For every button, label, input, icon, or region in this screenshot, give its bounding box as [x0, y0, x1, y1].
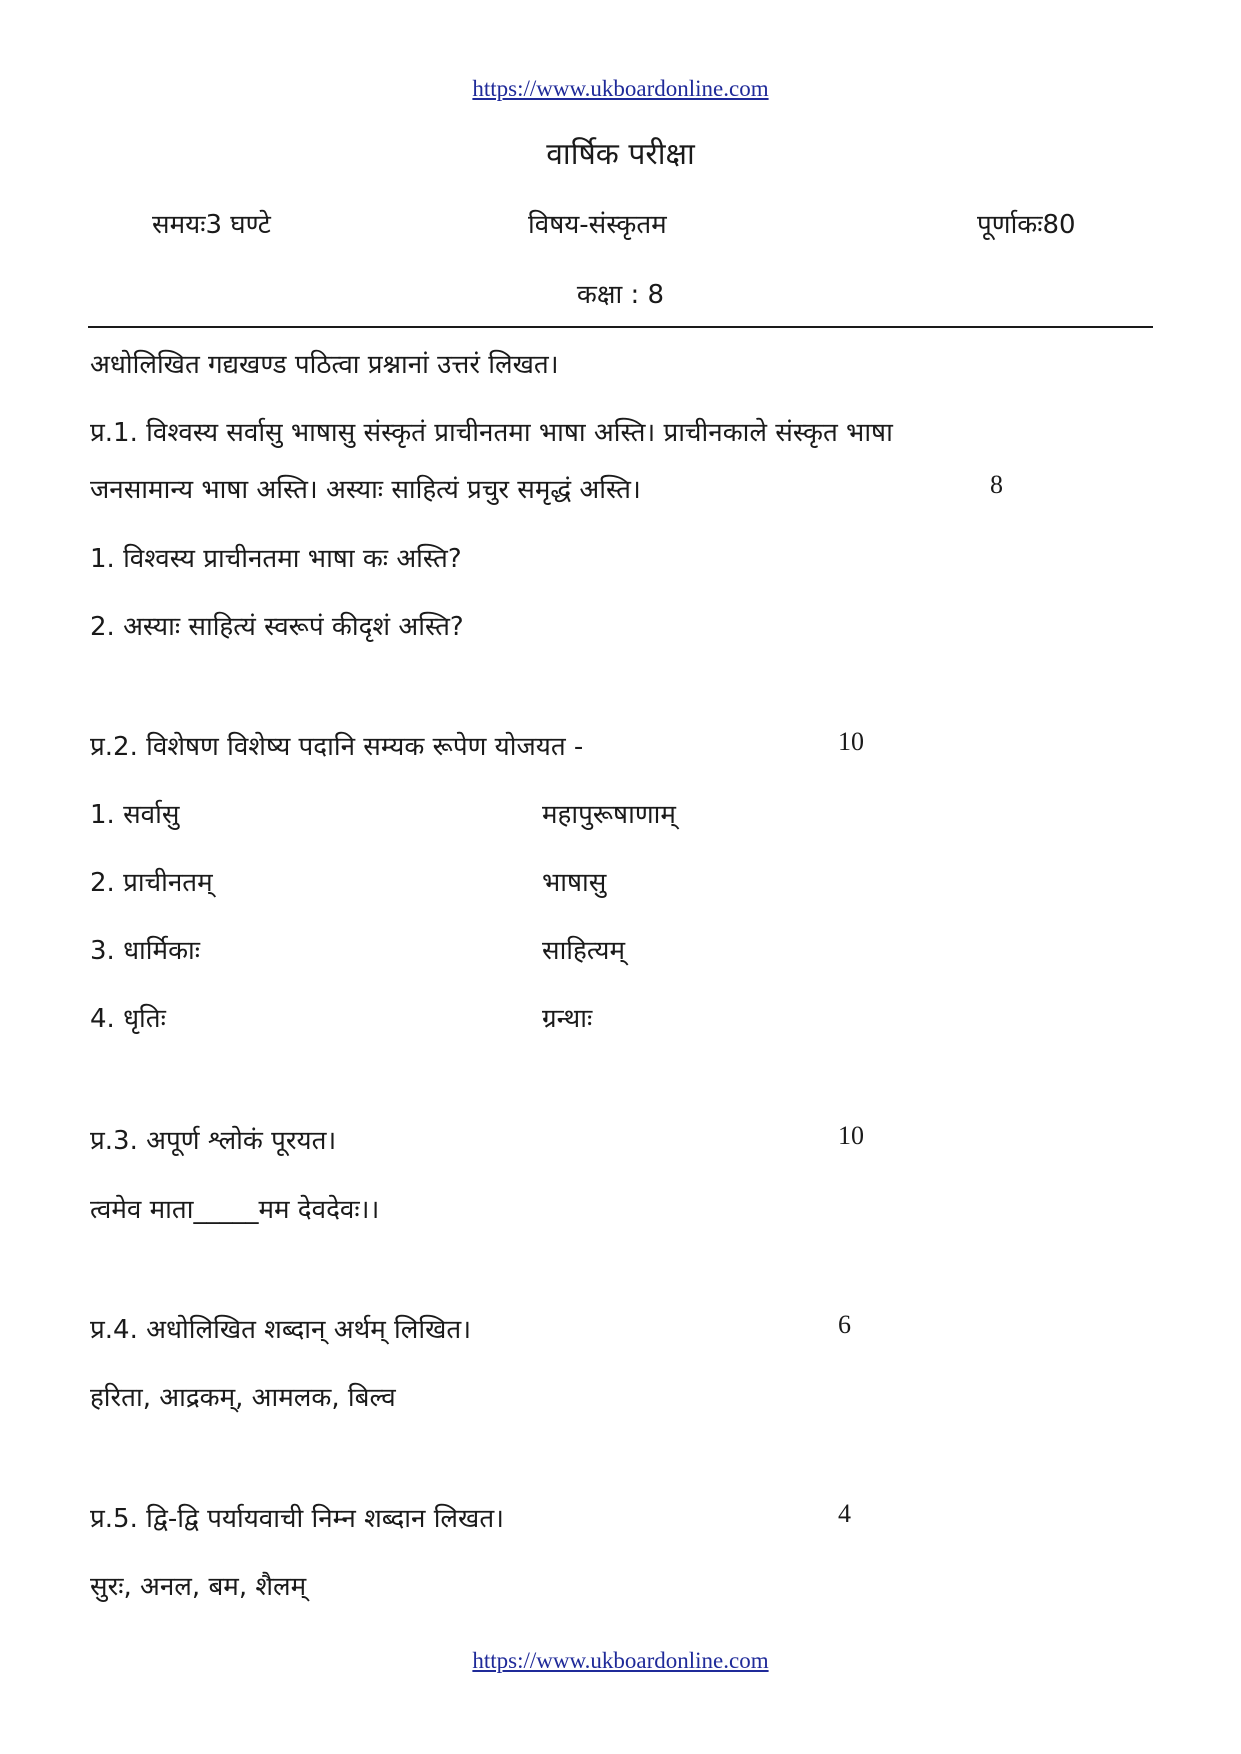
q2-right-1: महापुरूषाणाम्: [542, 800, 676, 830]
q1-line-2: जनसामान्य भाषा अस्ति। अस्याः साहित्यं प्रचुर समृद्धं अस्ति।: [90, 475, 641, 505]
q2-right-4: ग्रन्थाः: [542, 1004, 593, 1034]
footer-link[interactable]: https://www.ukboardonline.com: [472, 1648, 769, 1673]
q4-marks: 6: [838, 1310, 851, 1339]
q2-left-3: 3. धार्मिकाः: [90, 936, 201, 966]
q4-text: प्र.4. अधोलिखित शब्दान् अर्थम् लिखित।: [90, 1315, 472, 1345]
q1-sub-1: 1. विश्वस्य प्राचीनतमा भाषा कः अस्ति?: [90, 544, 462, 574]
q2-right-2: भाषासु: [542, 868, 607, 898]
q4-line: हरिता, आद्रकम्, आमलक, बिल्व: [90, 1383, 396, 1413]
exam-time: समयः3 घण्टे: [152, 210, 271, 240]
exam-class: कक्षा : 8: [576, 280, 665, 310]
exam-subject: विषय-संस्कृतम: [528, 210, 667, 240]
q5-marks: 4: [838, 1499, 851, 1528]
q5-text: प्र.5. द्वि-द्वि पर्यायवाची निम्न शब्दान लिखत।: [90, 1504, 505, 1534]
header-divider: [88, 326, 1153, 328]
q2-text: प्र.2. विशेषण विशेष्य पदानि सम्यक रूपेण योजयत -: [90, 732, 584, 762]
q2-left-1: 1. सर्वासु: [90, 800, 180, 830]
header-link[interactable]: https://www.ukboardonline.com: [472, 76, 769, 101]
q1-line-1: प्र.1. विश्वस्य सर्वासु भाषासु संस्कृतं प्राचीनतमा भाषा अस्ति। प्राचीनकाले संस्कृत भाषा: [90, 418, 893, 448]
q1-marks: 8: [990, 470, 1003, 499]
exam-max-marks: पूर्णाकः80: [977, 210, 1076, 240]
q1-sub-2: 2. अस्याः साहित्यं स्वरूपं कीदृशं अस्ति?: [90, 612, 464, 642]
q3-line: त्वमेव माता_____मम देवदेवः।।: [90, 1195, 380, 1225]
q2-marks: 10: [838, 727, 864, 756]
q2-left-4: 4. धृतिः: [90, 1004, 166, 1034]
q5-line: सुरः, अनल, बम, शैलम्: [90, 1572, 307, 1602]
instruction: अधोलिखित गद्यखण्ड पठित्वा प्रश्नानां उत्तरं लिखत।: [90, 350, 559, 380]
q2-left-2: 2. प्राचीनतम्: [90, 868, 213, 898]
q3-text: प्र.3. अपूर्ण श्लोकं पूरयत।: [90, 1126, 337, 1156]
exam-title: वार्षिक परीक्षा: [546, 137, 695, 172]
q3-marks: 10: [838, 1121, 864, 1150]
q2-right-3: साहित्यम्: [542, 936, 626, 966]
